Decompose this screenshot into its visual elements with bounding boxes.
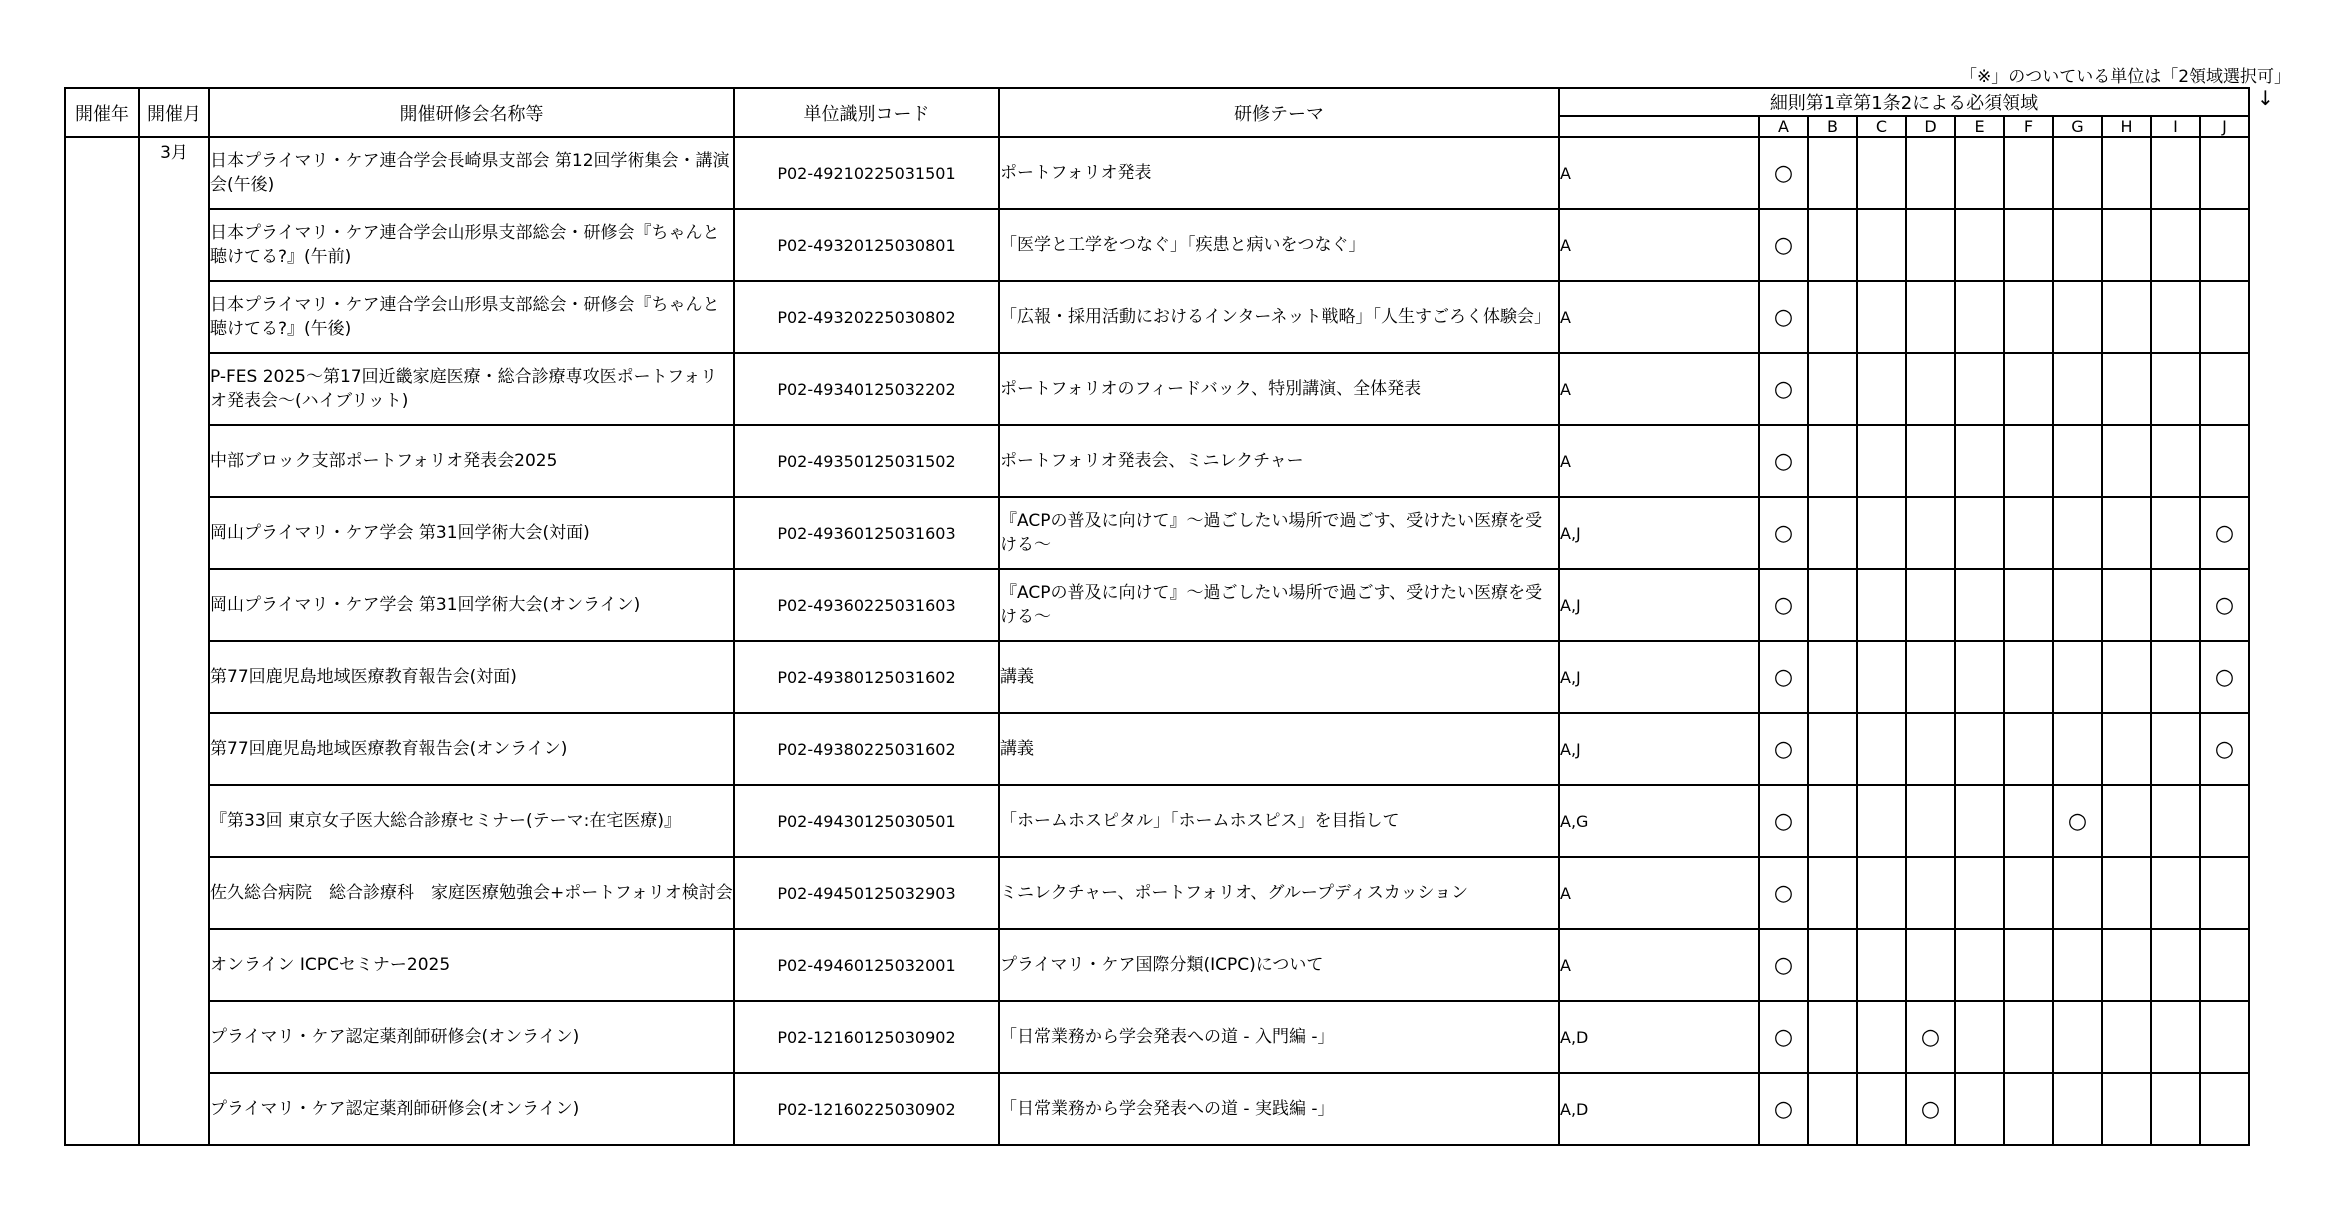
area-cell-g: [2053, 857, 2102, 929]
table-row: [65, 713, 2249, 785]
areas-cell: A: [1559, 281, 1759, 353]
area-cell-h: [2102, 1001, 2151, 1073]
area-letter-j: J: [2200, 116, 2249, 137]
unit-code-cell: P02-49430125030501: [734, 785, 999, 857]
area-cell-b: [1808, 569, 1857, 641]
event-name-cell: 第77回鹿児島地域医療教育報告会(オンライン): [209, 713, 734, 785]
area-cell-h: [2102, 1073, 2151, 1145]
circle-mark: ○: [1773, 880, 1794, 906]
areas-cell: A,D: [1559, 1001, 1759, 1073]
event-name-cell: 岡山プライマリ・ケア学会 第31回学術大会(オンライン): [209, 569, 734, 641]
area-cell-j: [2200, 569, 2249, 641]
area-cell-d: [1906, 137, 1955, 209]
theme-cell: 講義: [999, 641, 1559, 713]
area-cell-i: [2151, 137, 2200, 209]
table-row: [65, 785, 2249, 857]
area-cell-b: [1808, 137, 1857, 209]
area-cell-a: [1759, 137, 1808, 209]
area-cell-a: [1759, 569, 1808, 641]
area-cell-c: [1857, 1001, 1906, 1073]
area-cell-e: [1955, 137, 2004, 209]
area-cell-c: [1857, 929, 1906, 1001]
area-cell-e: [1955, 497, 2004, 569]
circle-mark: ○: [1773, 592, 1794, 618]
area-cell-c: [1857, 425, 1906, 497]
area-cell-d: [1906, 1073, 1955, 1145]
area-cell-c: [1857, 641, 1906, 713]
area-cell-i: [2151, 929, 2200, 1001]
theme-cell: 「医学と工学をつなぐ」「疾患と病いをつなぐ」: [999, 209, 1559, 281]
year-cell: [65, 137, 139, 1145]
circle-mark: ○: [1920, 1024, 1941, 1050]
area-cell-e: [1955, 713, 2004, 785]
event-name-cell: 中部ブロック支部ポートフォリオ発表会2025: [209, 425, 734, 497]
table-row: [65, 857, 2249, 929]
area-cell-b: [1808, 857, 1857, 929]
area-cell-h: [2102, 641, 2151, 713]
selection-note: 「※」のついている単位は「2領域選択可」: [1960, 67, 2292, 87]
area-cell-h: [2102, 353, 2151, 425]
area-cell-c: [1857, 281, 1906, 353]
area-cell-i: [2151, 281, 2200, 353]
areas-cell: A: [1559, 353, 1759, 425]
area-cell-h: [2102, 785, 2151, 857]
area-cell-d: [1906, 1001, 1955, 1073]
event-name-cell: 佐久総合病院 総合診療科 家庭医療勉強会+ポートフォリオ検討会: [209, 857, 734, 929]
areas-cell: A,J: [1559, 713, 1759, 785]
area-letter-e: E: [1955, 116, 2004, 137]
area-cell-f: [2004, 929, 2053, 1001]
area-cell-f: [2004, 425, 2053, 497]
area-cell-h: [2102, 857, 2151, 929]
area-cell-a: [1759, 929, 1808, 1001]
areas-cell: A: [1559, 929, 1759, 1001]
circle-mark: ○: [2214, 592, 2235, 618]
area-cell-j: [2200, 713, 2249, 785]
table-row: [65, 425, 2249, 497]
table-row: [65, 497, 2249, 569]
unit-code-cell: P02-49360225031603: [734, 569, 999, 641]
area-cell-j: [2200, 425, 2249, 497]
area-cell-h: [2102, 713, 2151, 785]
area-cell-b: [1808, 1073, 1857, 1145]
area-cell-b: [1808, 209, 1857, 281]
area-cell-e: [1955, 929, 2004, 1001]
area-cell-c: [1857, 1073, 1906, 1145]
year-header: 開催年: [65, 88, 139, 137]
area-cell-b: [1808, 497, 1857, 569]
area-cell-c: [1857, 353, 1906, 425]
table-row: [65, 1073, 2249, 1145]
table-row: [65, 929, 2249, 1001]
unit-code-cell: P02-49380225031602: [734, 713, 999, 785]
area-cell-b: [1808, 929, 1857, 1001]
unit-code-cell: P02-49350125031502: [734, 425, 999, 497]
circle-mark: ○: [1773, 1024, 1794, 1050]
area-cell-b: [1808, 1001, 1857, 1073]
theme-cell: 「広報・採用活動におけるインターネット戦略」「人生すごろく体験会」: [999, 281, 1559, 353]
unit-code-header: 単位識別コード: [734, 88, 999, 137]
area-cell-i: [2151, 713, 2200, 785]
area-cell-f: [2004, 209, 2053, 281]
area-cell-g: [2053, 569, 2102, 641]
event-name-cell: 『第33回 東京女子医大総合診療セミナー(テーマ:在宅医療)』: [209, 785, 734, 857]
area-cell-e: [1955, 569, 2004, 641]
area-letter-h: H: [2102, 116, 2151, 137]
theme-cell: プライマリ・ケア国際分類(ICPC)について: [999, 929, 1559, 1001]
area-cell-h: [2102, 497, 2151, 569]
area-cell-f: [2004, 785, 2053, 857]
event-name-cell: P-FES 2025～第17回近畿家庭医療・総合診療専攻医ポートフォリオ発表会～(ハイブリット): [209, 353, 734, 425]
event-name-cell: 第77回鹿児島地域医療教育報告会(対面): [209, 641, 734, 713]
theme-cell: 講義: [999, 713, 1559, 785]
area-cell-f: [2004, 497, 2053, 569]
area-cell-g: [2053, 281, 2102, 353]
area-cell-a: [1759, 209, 1808, 281]
circle-mark: ○: [1773, 736, 1794, 762]
area-cell-d: [1906, 425, 1955, 497]
area-cell-i: [2151, 785, 2200, 857]
circle-mark: ○: [2214, 736, 2235, 762]
area-cell-j: [2200, 1001, 2249, 1073]
area-cell-f: [2004, 281, 2053, 353]
area-cell-i: [2151, 1073, 2200, 1145]
theme-header: 研修テーマ: [999, 88, 1559, 137]
area-cell-d: [1906, 929, 1955, 1001]
down-arrow-icon: ↓: [2257, 86, 2274, 110]
area-cell-j: [2200, 857, 2249, 929]
area-cell-g: [2053, 137, 2102, 209]
theme-cell: 『ACPの普及に向けて』～過ごしたい場所で過ごす、受けたい医療を受ける～: [999, 569, 1559, 641]
circle-mark: ○: [1773, 376, 1794, 402]
area-cell-a: [1759, 425, 1808, 497]
unit-code-cell: P02-49450125032903: [734, 857, 999, 929]
areas-cell: A,J: [1559, 641, 1759, 713]
area-cell-e: [1955, 353, 2004, 425]
event-name-cell: 日本プライマリ・ケア連合学会山形県支部総会・研修会『ちゃんと聴けてる?』(午前): [209, 209, 734, 281]
area-letter-i: I: [2151, 116, 2200, 137]
area-cell-f: [2004, 1001, 2053, 1073]
area-cell-g: [2053, 425, 2102, 497]
month-header: 開催月: [139, 88, 209, 137]
area-cell-f: [2004, 137, 2053, 209]
area-cell-d: [1906, 353, 1955, 425]
area-cell-h: [2102, 209, 2151, 281]
area-cell-d: [1906, 281, 1955, 353]
area-cell-a: [1759, 497, 1808, 569]
theme-cell: ポートフォリオ発表会、ミニレクチャー: [999, 425, 1559, 497]
area-cell-c: [1857, 497, 1906, 569]
area-cell-a: [1759, 857, 1808, 929]
theme-cell: ポートフォリオ発表: [999, 137, 1559, 209]
area-cell-b: [1808, 425, 1857, 497]
event-name-cell: オンライン ICPCセミナー2025: [209, 929, 734, 1001]
area-letter-c: C: [1857, 116, 1906, 137]
area-cell-e: [1955, 857, 2004, 929]
area-cell-i: [2151, 497, 2200, 569]
area-cell-g: [2053, 641, 2102, 713]
table-row: [65, 209, 2249, 281]
area-cell-j: [2200, 281, 2249, 353]
table-row: [65, 569, 2249, 641]
event-name-cell: 日本プライマリ・ケア連合学会山形県支部総会・研修会『ちゃんと聴けてる?』(午後): [209, 281, 734, 353]
area-letter-f: F: [2004, 116, 2053, 137]
event-name-header: 開催研修会名称等: [209, 88, 734, 137]
theme-cell: ポートフォリオのフィードバック、特別講演、全体発表: [999, 353, 1559, 425]
area-cell-j: [2200, 1073, 2249, 1145]
area-cell-f: [2004, 641, 2053, 713]
unit-code-cell: P02-12160225030902: [734, 1073, 999, 1145]
circle-mark: ○: [1773, 304, 1794, 330]
area-cell-a: [1759, 785, 1808, 857]
area-cell-f: [2004, 1073, 2053, 1145]
area-cell-j: [2200, 353, 2249, 425]
area-cell-i: [2151, 209, 2200, 281]
unit-code-cell: P02-49380125031602: [734, 641, 999, 713]
area-cell-i: [2151, 857, 2200, 929]
area-cell-d: [1906, 857, 1955, 929]
area-cell-j: [2200, 641, 2249, 713]
event-name-cell: プライマリ・ケア認定薬剤師研修会(オンライン): [209, 1001, 734, 1073]
event-name-cell: 日本プライマリ・ケア連合学会長崎県支部会 第12回学術集会・講演会(午後): [209, 137, 734, 209]
area-cell-a: [1759, 281, 1808, 353]
area-cell-g: [2053, 497, 2102, 569]
table-row: [65, 1001, 2249, 1073]
area-cell-e: [1955, 641, 2004, 713]
area-cell-c: [1857, 569, 1906, 641]
table-row: [65, 281, 2249, 353]
area-cell-f: [2004, 713, 2053, 785]
theme-cell: 『ACPの普及に向けて』～過ごしたい場所で過ごす、受けたい医療を受ける～: [999, 497, 1559, 569]
areas-cell: A,D: [1559, 1073, 1759, 1145]
area-cell-f: [2004, 353, 2053, 425]
area-cell-e: [1955, 425, 2004, 497]
area-cell-d: [1906, 641, 1955, 713]
month-cell: 3月: [139, 137, 209, 1145]
circle-mark: ○: [1773, 520, 1794, 546]
area-cell-e: [1955, 785, 2004, 857]
circle-mark: ○: [1773, 808, 1794, 834]
circle-mark: ○: [2067, 808, 2088, 834]
areas-cell: A,J: [1559, 497, 1759, 569]
circle-mark: ○: [1773, 664, 1794, 690]
area-cell-d: [1906, 569, 1955, 641]
area-cell-j: [2200, 929, 2249, 1001]
area-cell-i: [2151, 425, 2200, 497]
area-cell-a: [1759, 713, 1808, 785]
theme-cell: 「日常業務から学会発表への道 - 実践編 -」: [999, 1073, 1559, 1145]
table-row: [65, 641, 2249, 713]
area-cell-h: [2102, 569, 2151, 641]
circle-mark: ○: [1773, 232, 1794, 258]
area-cell-c: [1857, 137, 1906, 209]
area-cell-b: [1808, 281, 1857, 353]
unit-code-cell: P02-49460125032001: [734, 929, 999, 1001]
area-cell-i: [2151, 353, 2200, 425]
areas-spacer: [1559, 116, 1759, 137]
area-cell-c: [1857, 209, 1906, 281]
areas-cell: A,J: [1559, 569, 1759, 641]
area-cell-j: [2200, 497, 2249, 569]
event-name-cell: プライマリ・ケア認定薬剤師研修会(オンライン): [209, 1073, 734, 1145]
areas-cell: A: [1559, 209, 1759, 281]
areas-cell: A: [1559, 857, 1759, 929]
area-cell-h: [2102, 425, 2151, 497]
area-letter-g: G: [2053, 116, 2102, 137]
area-cell-a: [1759, 1001, 1808, 1073]
circle-mark: ○: [1773, 952, 1794, 978]
areas-cell: A,G: [1559, 785, 1759, 857]
area-letter-b: B: [1808, 116, 1857, 137]
area-cell-c: [1857, 785, 1906, 857]
unit-code-cell: P02-49360125031603: [734, 497, 999, 569]
theme-cell: 「日常業務から学会発表への道 - 入門編 -」: [999, 1001, 1559, 1073]
area-cell-g: [2053, 1073, 2102, 1145]
area-cell-b: [1808, 785, 1857, 857]
table-row: [65, 353, 2249, 425]
area-cell-g: [2053, 929, 2102, 1001]
areas-cell: A: [1559, 137, 1759, 209]
area-cell-f: [2004, 857, 2053, 929]
area-cell-c: [1857, 857, 1906, 929]
area-cell-e: [1955, 1001, 2004, 1073]
area-cell-c: [1857, 713, 1906, 785]
area-cell-g: [2053, 785, 2102, 857]
unit-code-cell: P02-49320225030802: [734, 281, 999, 353]
area-cell-j: [2200, 137, 2249, 209]
theme-cell: 「ホームホスピタル」「ホームホスピス」を目指して: [999, 785, 1559, 857]
unit-code-cell: P02-49340125032202: [734, 353, 999, 425]
area-cell-h: [2102, 281, 2151, 353]
circle-mark: ○: [2214, 520, 2235, 546]
circle-mark: ○: [2214, 664, 2235, 690]
required-areas-header: 細則第1章第1条2による必須領域: [1559, 88, 2249, 116]
area-cell-d: [1906, 713, 1955, 785]
area-cell-b: [1808, 713, 1857, 785]
area-cell-j: [2200, 785, 2249, 857]
area-cell-j: [2200, 209, 2249, 281]
area-cell-a: [1759, 1073, 1808, 1145]
area-cell-d: [1906, 785, 1955, 857]
area-cell-g: [2053, 1001, 2102, 1073]
table-row: [65, 137, 2249, 209]
area-cell-f: [2004, 569, 2053, 641]
circle-mark: ○: [1920, 1096, 1941, 1122]
theme-cell: ミニレクチャー、ポートフォリオ、グループディスカッション: [999, 857, 1559, 929]
training-table: [64, 87, 2250, 1146]
unit-code-cell: P02-49320125030801: [734, 209, 999, 281]
unit-code-cell: P02-49210225031501: [734, 137, 999, 209]
unit-code-cell: P02-12160125030902: [734, 1001, 999, 1073]
event-name-cell: 岡山プライマリ・ケア学会 第31回学術大会(対面): [209, 497, 734, 569]
area-cell-e: [1955, 1073, 2004, 1145]
area-cell-h: [2102, 929, 2151, 1001]
circle-mark: ○: [1773, 160, 1794, 186]
area-cell-b: [1808, 641, 1857, 713]
area-cell-i: [2151, 1001, 2200, 1073]
circle-mark: ○: [1773, 1096, 1794, 1122]
area-cell-i: [2151, 569, 2200, 641]
area-cell-d: [1906, 497, 1955, 569]
area-cell-e: [1955, 209, 2004, 281]
area-cell-d: [1906, 209, 1955, 281]
area-cell-a: [1759, 641, 1808, 713]
area-cell-g: [2053, 209, 2102, 281]
area-cell-g: [2053, 713, 2102, 785]
areas-cell: A: [1559, 425, 1759, 497]
area-cell-h: [2102, 137, 2151, 209]
area-cell-b: [1808, 353, 1857, 425]
area-letter-a: A: [1759, 116, 1808, 137]
area-cell-e: [1955, 281, 2004, 353]
area-cell-g: [2053, 353, 2102, 425]
area-cell-a: [1759, 353, 1808, 425]
area-cell-i: [2151, 641, 2200, 713]
area-letter-d: D: [1906, 116, 1955, 137]
circle-mark: ○: [1773, 448, 1794, 474]
